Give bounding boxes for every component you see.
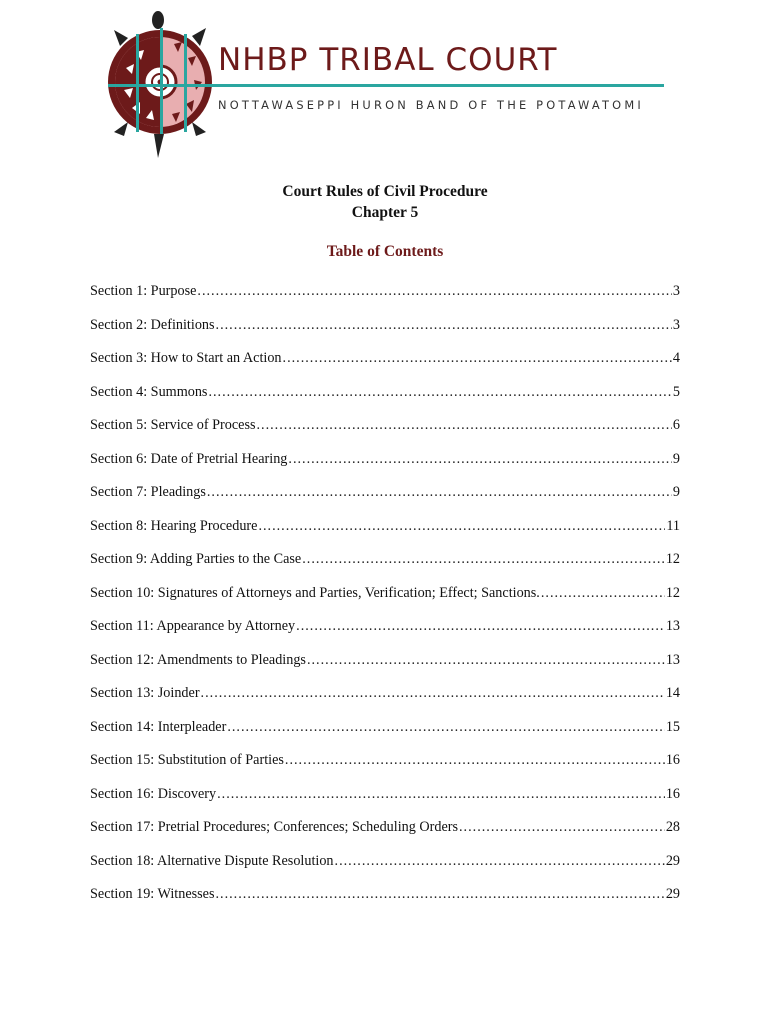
toc-entry-page: 16 <box>665 752 680 768</box>
toc-entry-page: 28 <box>665 819 680 835</box>
toc-leader-dots <box>217 786 665 803</box>
toc-entry-label: Section 7: Pleadings <box>90 484 206 500</box>
toc-entry[interactable] <box>90 719 680 753</box>
toc-entry-page: 13 <box>665 618 680 634</box>
toc-entry-page: 16 <box>665 785 680 802</box>
header-divider <box>108 84 664 87</box>
toc-entry-page: 29 <box>665 852 680 869</box>
toc-leader-dots <box>208 384 671 401</box>
toc-entry-page: 4 <box>672 350 680 366</box>
toc-entry-label: Section 16: Discovery <box>90 785 217 802</box>
toc-leader-dots <box>288 451 672 468</box>
toc-entry[interactable] <box>90 384 680 418</box>
toc-entry-page: 29 <box>665 886 680 902</box>
toc-entry-label: Section 2: Definitions <box>90 316 215 333</box>
toc-entry[interactable] <box>90 585 680 619</box>
toc-entry-label: Section 1: Purpose <box>90 283 197 299</box>
title-line-1: Court Rules of Civil Procedure <box>282 183 488 200</box>
toc-entry-page: 11 <box>666 517 680 534</box>
toc-entry-label: Section 5: Service of Process <box>90 417 256 433</box>
title-line-2: Chapter 5 <box>351 204 419 221</box>
toc-entry[interactable] <box>90 618 680 652</box>
toc-entry-page: 9 <box>672 450 680 467</box>
toc-entry-page: 12 <box>665 551 680 567</box>
toc-entry[interactable] <box>90 786 680 820</box>
toc-heading: Table of Contents <box>326 243 444 260</box>
toc-entry-label: Section 18: Alternative Dispute Resolution <box>90 852 334 869</box>
toc-entry-label: Section 14: Interpleader <box>90 718 227 735</box>
toc-entry-page: 6 <box>672 417 680 433</box>
toc-leader-dots <box>335 853 665 870</box>
document-title <box>0 181 770 223</box>
toc-entry-label: Section 10: Signatures of Attorneys and Parties, Verification; Effect; Sanctions. <box>90 584 540 601</box>
toc-leader-dots <box>216 317 672 334</box>
toc-entry[interactable] <box>90 484 680 518</box>
toc-entry-label: Section 3: How to Start an Action <box>90 350 282 366</box>
toc-entry[interactable] <box>90 652 680 686</box>
toc-entry-page: 12 <box>665 584 680 601</box>
toc-entry[interactable] <box>90 819 680 853</box>
toc-leader-dots <box>285 752 665 769</box>
toc-leader-dots <box>256 417 671 434</box>
toc-entry-label: Section 12: Amendments to Pleadings <box>90 651 306 668</box>
toc-entry[interactable] <box>90 685 680 719</box>
toc-leader-dots <box>302 551 665 568</box>
toc-entry[interactable] <box>90 417 680 451</box>
toc-entry[interactable] <box>90 350 680 384</box>
page-header <box>0 0 770 170</box>
toc-entry-label: Section 19: Witnesses <box>90 886 215 902</box>
toc-entry-label: Section 4: Summons <box>90 383 208 400</box>
toc-entry[interactable] <box>90 853 680 887</box>
toc-leader-dots <box>227 719 665 736</box>
toc-entry-page: 15 <box>665 718 680 735</box>
toc-entry-label: Section 9: Adding Parties to the Case <box>90 551 302 567</box>
toc-entry[interactable] <box>90 886 680 920</box>
toc-leader-dots <box>258 518 665 535</box>
toc-entry[interactable] <box>90 283 680 317</box>
toc-entry-page: 3 <box>672 316 680 333</box>
toc-leader-dots <box>201 685 665 702</box>
toc-entry[interactable] <box>90 451 680 485</box>
toc-entry-label: Section 6: Date of Pretrial Hearing <box>90 450 288 467</box>
toc-leader-dots <box>283 350 672 367</box>
toc-leader-dots <box>307 652 665 669</box>
toc-leader-dots <box>197 283 672 300</box>
toc-leader-dots <box>215 886 664 903</box>
toc-leader-dots <box>296 618 665 635</box>
toc-entry-label: Section 15: Substitution of Parties <box>90 752 284 768</box>
toc-entry[interactable] <box>90 551 680 585</box>
toc-entry-page: 3 <box>672 283 680 299</box>
toc-leader-dots <box>541 585 665 602</box>
toc-entry-page: 14 <box>665 685 680 701</box>
toc-entry-page: 13 <box>665 651 680 668</box>
toc-entry-page: 9 <box>672 484 680 500</box>
table-of-contents <box>90 283 680 920</box>
court-name: NHBP TRIBAL COURT <box>218 42 558 78</box>
toc-entry[interactable] <box>90 752 680 786</box>
toc-entry[interactable] <box>90 518 680 552</box>
toc-entry[interactable] <box>90 317 680 351</box>
toc-entry-label: Section 13: Joinder <box>90 685 200 701</box>
toc-leader-dots <box>459 819 665 836</box>
toc-entry-label: Section 17: Pretrial Procedures; Conferences; Scheduling Orders <box>90 819 458 835</box>
toc-entry-label: Section 11: Appearance by Attorney <box>90 618 296 634</box>
toc-entry-page: 5 <box>672 383 680 400</box>
toc-entry-label: Section 8: Hearing Procedure <box>90 517 258 534</box>
band-name: NOTTAWASEPPI HURON BAND OF THE POTAWATOMI <box>218 98 644 112</box>
toc-leader-dots <box>207 484 672 501</box>
